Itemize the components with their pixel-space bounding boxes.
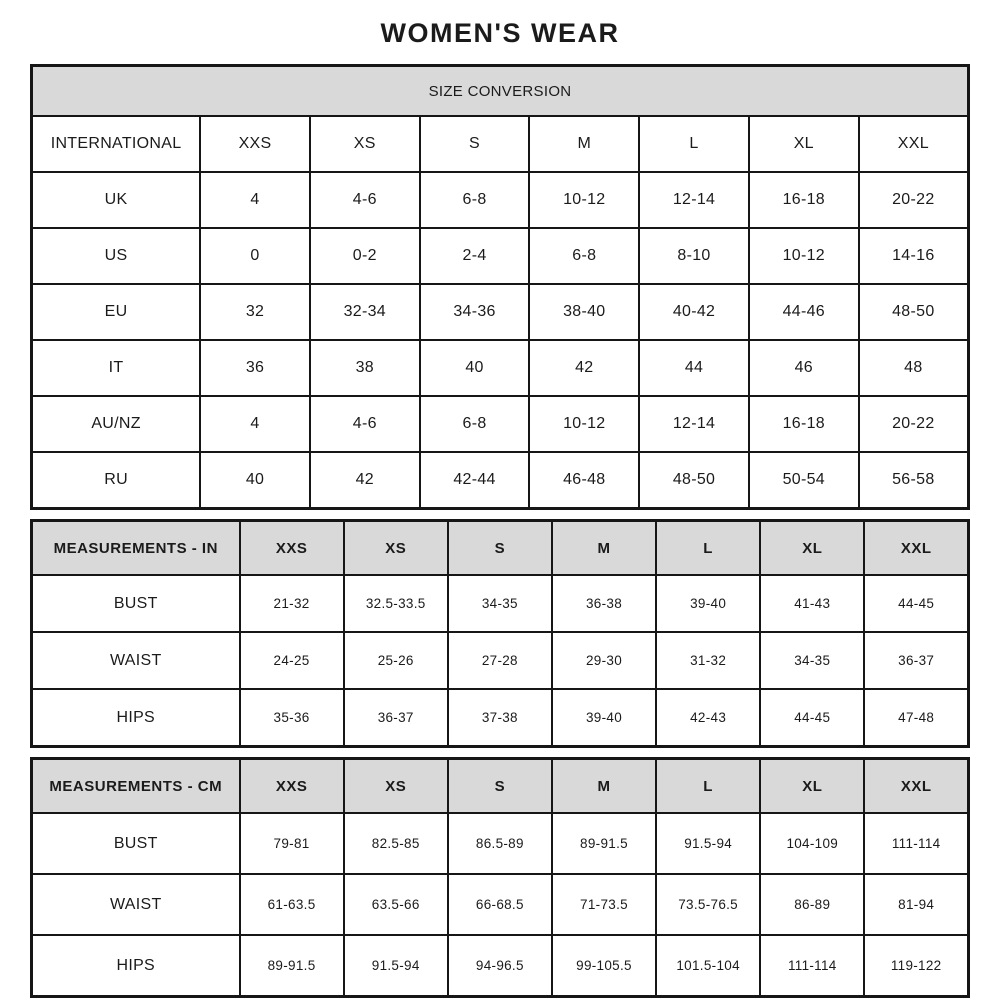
value-cell: 79-81 [240,813,344,874]
value-cell: 101.5-104 [656,935,760,997]
header-size-cell: XL [749,116,859,172]
value-cell: 0-2 [310,228,420,284]
value-cell: 44-46 [749,284,859,340]
value-cell: 6-8 [529,228,639,284]
value-cell: 10-12 [529,172,639,228]
value-cell: 29-30 [552,632,656,689]
table-row [32,172,969,228]
header-label-cell: MEASUREMENTS - IN [32,521,240,576]
row-label: US [32,228,201,284]
header-size-cell: XXL [864,521,968,576]
value-cell: 38 [310,340,420,396]
value-cell: 12-14 [639,396,749,452]
header-size-cell: XXS [240,759,344,814]
header-size-cell: M [552,759,656,814]
value-cell: 46 [749,340,859,396]
value-cell: 63.5-66 [344,874,448,935]
value-cell: 10-12 [529,396,639,452]
table-row [32,340,969,396]
value-cell: 32 [200,284,310,340]
value-cell: 99-105.5 [552,935,656,997]
header-size-cell: L [656,521,760,576]
value-cell: 4 [200,396,310,452]
value-cell: 27-28 [448,632,552,689]
row-label: BUST [32,813,240,874]
value-cell: 36-37 [864,632,968,689]
row-label: WAIST [32,874,240,935]
value-cell: 16-18 [749,172,859,228]
value-cell: 71-73.5 [552,874,656,935]
table-row [32,935,969,997]
value-cell: 8-10 [639,228,749,284]
header-label-cell: INTERNATIONAL [32,116,201,172]
value-cell: 4-6 [310,396,420,452]
value-cell: 86-89 [760,874,864,935]
value-cell: 12-14 [639,172,749,228]
measurements-cm-table [30,757,970,998]
value-cell: 6-8 [420,396,530,452]
value-cell: 40 [200,452,310,509]
row-label: HIPS [32,935,240,997]
value-cell: 2-4 [420,228,530,284]
value-cell: 34-36 [420,284,530,340]
table-row [32,452,969,509]
value-cell: 66-68.5 [448,874,552,935]
header-size-cell: XS [344,759,448,814]
value-cell: 38-40 [529,284,639,340]
table-row [32,874,969,935]
value-cell: 81-94 [864,874,968,935]
row-label: EU [32,284,201,340]
page-title: WOMEN'S WEAR [380,18,620,48]
value-cell: 6-8 [420,172,530,228]
measurements-in-table [30,519,970,748]
header-size-cell: XL [760,759,864,814]
value-cell: 36-38 [552,575,656,632]
value-cell: 47-48 [864,689,968,747]
header-size-cell: L [656,759,760,814]
value-cell: 40 [420,340,530,396]
value-cell: 0 [200,228,310,284]
value-cell: 46-48 [529,452,639,509]
value-cell: 32.5-33.5 [344,575,448,632]
row-label: IT [32,340,201,396]
value-cell: 89-91.5 [552,813,656,874]
header-size-cell: XS [310,116,420,172]
value-cell: 14-16 [859,228,969,284]
value-cell: 119-122 [864,935,968,997]
value-cell: 73.5-76.5 [656,874,760,935]
table-header-row [32,759,969,814]
value-cell: 34-35 [760,632,864,689]
value-cell: 61-63.5 [240,874,344,935]
value-cell: 20-22 [859,172,969,228]
table-row [32,575,969,632]
value-cell: 42-44 [420,452,530,509]
table-header-row [32,116,969,172]
header-size-cell: XXS [200,116,310,172]
header-label-cell: MEASUREMENTS - CM [32,759,240,814]
header-size-cell: XS [344,521,448,576]
value-cell: 36 [200,340,310,396]
value-cell: 48-50 [859,284,969,340]
row-label: UK [32,172,201,228]
table-row [32,284,969,340]
value-cell: 32-34 [310,284,420,340]
value-cell: 42 [529,340,639,396]
table-row [32,228,969,284]
value-cell: 42 [310,452,420,509]
value-cell: 37-38 [448,689,552,747]
value-cell: 44-45 [760,689,864,747]
header-size-cell: XXL [864,759,968,814]
value-cell: 21-32 [240,575,344,632]
value-cell: 44 [639,340,749,396]
value-cell: 4 [200,172,310,228]
value-cell: 4-6 [310,172,420,228]
row-label: RU [32,452,201,509]
table-row [32,632,969,689]
value-cell: 44-45 [864,575,968,632]
row-label: HIPS [32,689,240,747]
value-cell: 48-50 [639,452,749,509]
row-label: BUST [32,575,240,632]
value-cell: 48 [859,340,969,396]
header-size-cell: M [552,521,656,576]
value-cell: 31-32 [656,632,760,689]
value-cell: 39-40 [656,575,760,632]
header-size-cell: XXS [240,521,344,576]
header-size-cell: XXL [859,116,969,172]
value-cell: 20-22 [859,396,969,452]
value-cell: 91.5-94 [656,813,760,874]
value-cell: 111-114 [864,813,968,874]
value-cell: 111-114 [760,935,864,997]
header-size-cell: M [529,116,639,172]
table-title: SIZE CONVERSION [32,66,969,117]
value-cell: 41-43 [760,575,864,632]
table-row [32,689,969,747]
value-cell: 56-58 [859,452,969,509]
table-header-row [32,521,969,576]
table-title-row [32,66,969,117]
table-row [32,396,969,452]
header-size-cell: XL [760,521,864,576]
header-size-cell: S [448,521,552,576]
value-cell: 91.5-94 [344,935,448,997]
value-cell: 89-91.5 [240,935,344,997]
value-cell: 24-25 [240,632,344,689]
value-cell: 42-43 [656,689,760,747]
value-cell: 94-96.5 [448,935,552,997]
header-size-cell: S [420,116,530,172]
value-cell: 50-54 [749,452,859,509]
value-cell: 10-12 [749,228,859,284]
value-cell: 86.5-89 [448,813,552,874]
value-cell: 104-109 [760,813,864,874]
table-row [32,813,969,874]
header-size-cell: S [448,759,552,814]
row-label: WAIST [32,632,240,689]
value-cell: 40-42 [639,284,749,340]
row-label: AU/NZ [32,396,201,452]
value-cell: 25-26 [344,632,448,689]
value-cell: 36-37 [344,689,448,747]
value-cell: 39-40 [552,689,656,747]
size-conversion-table [30,64,970,510]
value-cell: 35-36 [240,689,344,747]
value-cell: 34-35 [448,575,552,632]
header-size-cell: L [639,116,749,172]
value-cell: 82.5-85 [344,813,448,874]
value-cell: 16-18 [749,396,859,452]
